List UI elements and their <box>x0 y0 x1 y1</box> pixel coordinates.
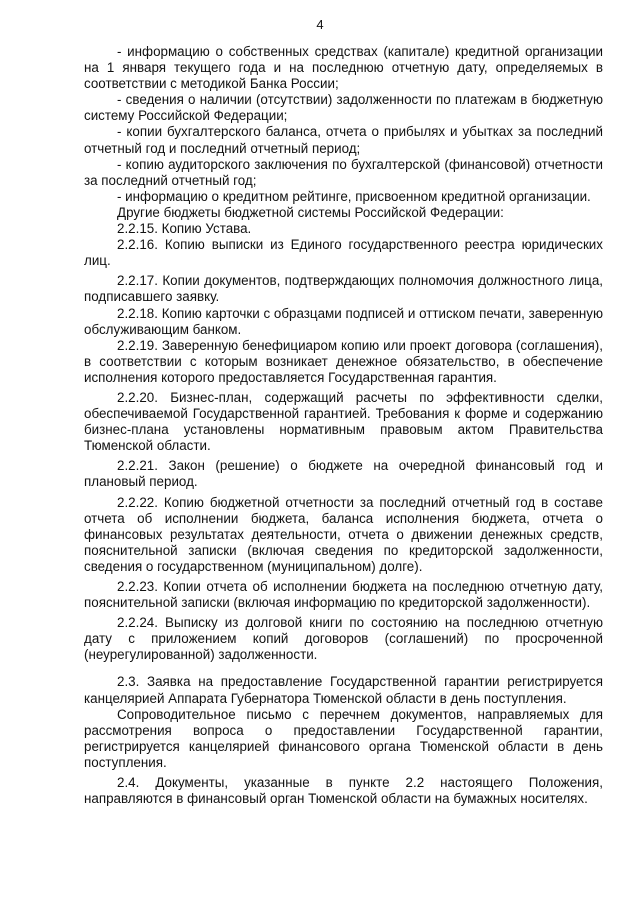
paragraph-capital-info: - информацию о собственных средствах (капитале) кредитной организации на 1 января текущего года и на последнюю отчетную дату, определяемых в соответствии с методикой Банка России; <box>84 44 603 92</box>
page-number: 4 <box>316 17 324 32</box>
paragraph-2-2-16: 2.2.16. Копию выписки из Единого государственного реестра юридических лиц. <box>84 237 603 269</box>
paragraph-2-4: 2.4. Документы, указанные в пункте 2.2 настоящего Положения, направляются в финансовый орган Тюменской области на бумажных носителях. <box>84 775 603 807</box>
paragraph-2-2-21: 2.2.21. Закон (решение) о бюджете на очередной финансовый год и плановый период. <box>84 458 603 490</box>
document-body <box>84 44 603 807</box>
paragraph-other-budgets: Другие бюджеты бюджетной системы Российской Федерации: <box>117 204 504 220</box>
paragraph-2-2-24: 2.2.24. Выписку из долговой книги по состоянию на последнюю отчетную дату с приложением копий договоров (соглашений) по просроченной (неурегулированной) задолженности. <box>84 615 603 663</box>
paragraph-2-2-15: 2.2.15. Копию Устава. <box>117 221 252 237</box>
paragraph-2-2-19: 2.2.19. Заверенную бенефициаром копию или проект договора (соглашения), в соответствии с которым возникает денежное обязательство, в обеспечение исполнения которого предоставляется Государственная гарантия. <box>84 337 603 385</box>
paragraph-2-3: 2.3. Заявка на предоставление Государственной гарантии регистрируется канцелярией Аппарата Губернатора Тюменской области в день поступления. <box>84 674 603 706</box>
paragraph-cover-letter: Сопроводительное письмо с перечнем документов, направляемых для рассмотрения вопроса о предоставлении Государственной гарантии, регистрируется канцелярией финансового органа Тюменской области в день поступления. <box>84 706 603 770</box>
paragraph-balance-copies: - копии бухгалтерского баланса, отчета о прибылях и убытках за последний отчетный год и последний отчетный период; <box>84 124 603 156</box>
paragraph-tax-debt-info: - сведения о наличии (отсутствии) задолженности по платежам в бюджетную систему Российской Федерации; <box>84 92 603 124</box>
paragraph-audit-copy: - копию аудиторского заключения по бухгалтерской (финансовой) отчетности за последний отчетный год; <box>84 156 603 188</box>
paragraph-2-2-18: 2.2.18. Копию карточки с образцами подписей и оттиском печати, заверенную обслуживающим банком. <box>84 305 603 337</box>
paragraph-2-2-20: 2.2.20. Бизнес-план, содержащий расчеты по эффективности сделки, обеспечиваемой Государственной гарантией. Требования к форме и содержанию бизнес-плана установлены нормативным правовым актом Правительства Тюменской области. <box>84 389 603 454</box>
paragraph-2-2-23: 2.2.23. Копии отчета об исполнении бюджета на последнюю отчетную дату, пояснительной записки (включая информацию по кредиторской задолженности). <box>84 579 603 611</box>
paragraph-2-2-22: 2.2.22. Копию бюджетной отчетности за последний отчетный год в составе отчета об исполнении бюджета, баланса исполнения бюджета, отчета о финансовых результатах деятельности, отчета о движении денежных средств, пояснительной записки (включая сведения по кредиторской задолженности, сведения о государственном (муниципальном) долге). <box>84 494 603 574</box>
paragraph-credit-rating: - информацию о кредитном рейтинге, присвоенном кредитной организации. <box>117 188 591 204</box>
paragraph-2-2-17: 2.2.17. Копии документов, подтверждающих полномочия должностного лица, подписавшего заявку. <box>84 273 603 305</box>
